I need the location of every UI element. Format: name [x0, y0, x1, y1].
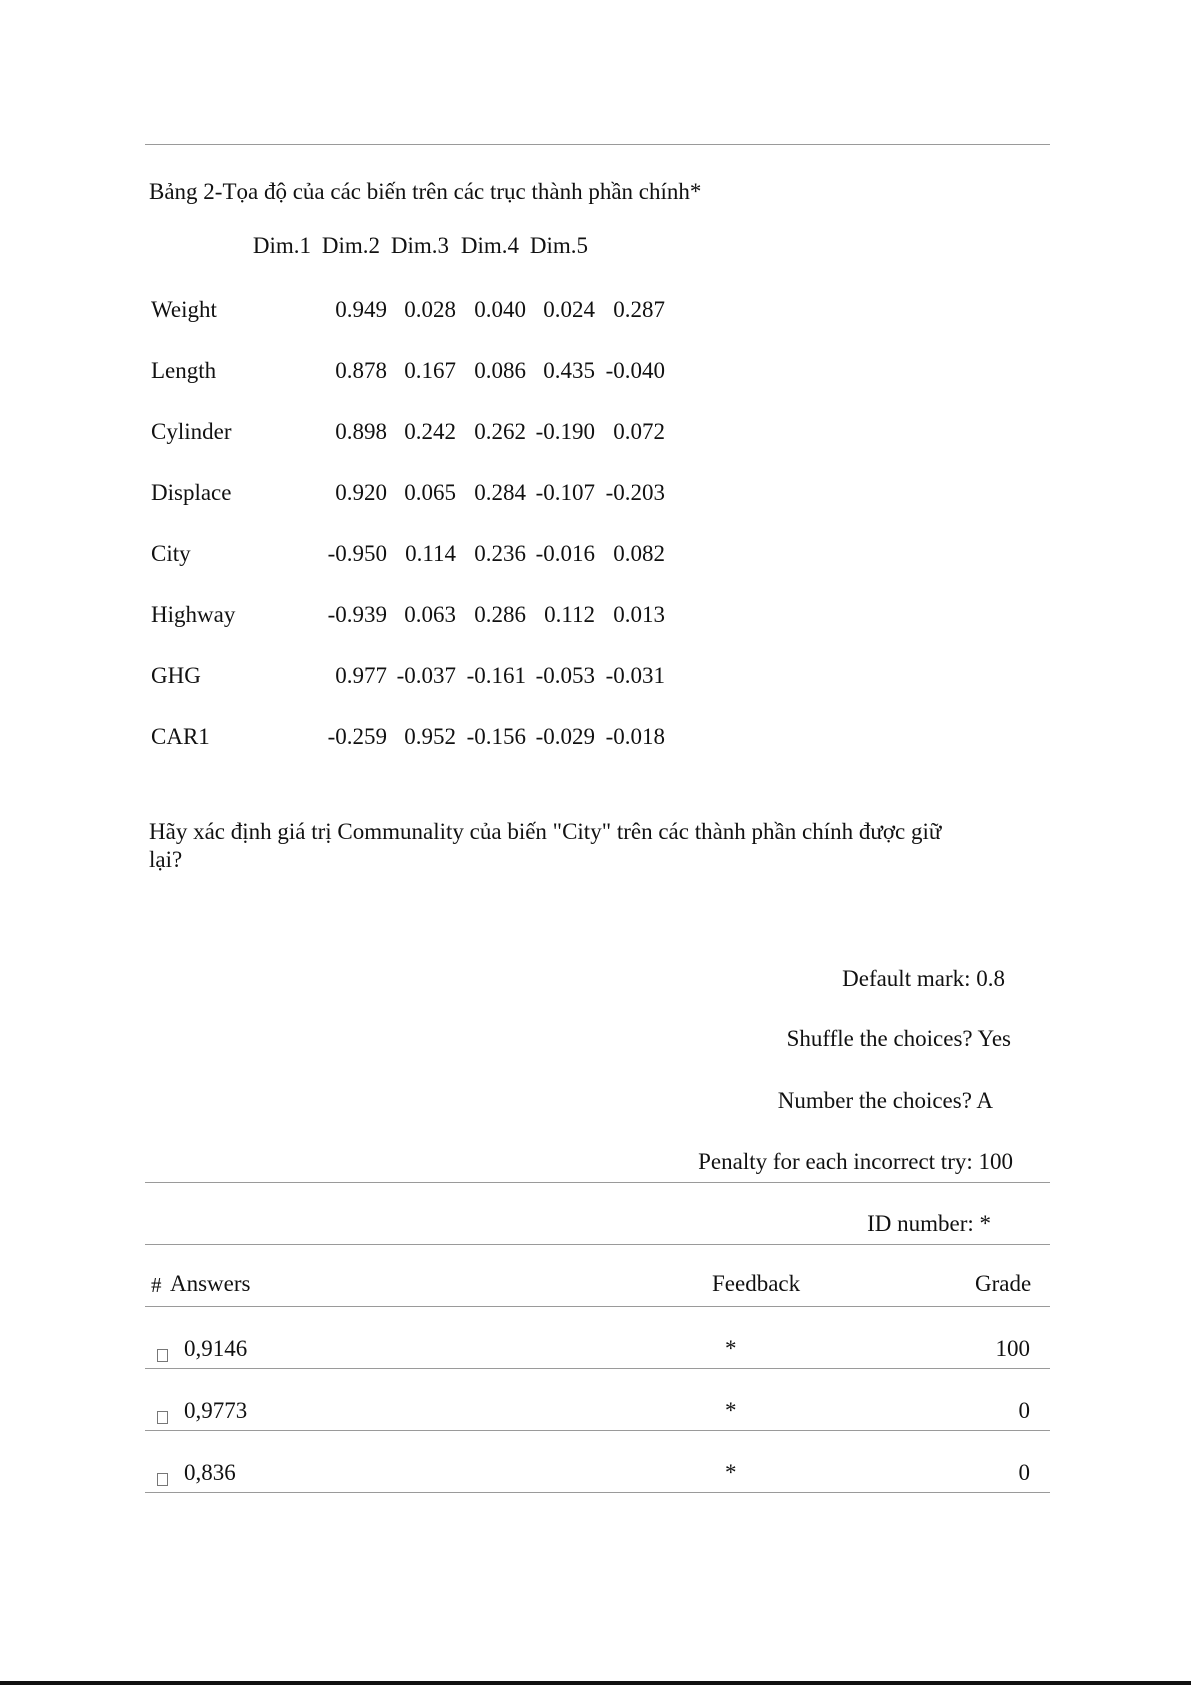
header-dim3: Dim.3 [390, 233, 450, 258]
answer-grade: 0 [1018, 1398, 1030, 1423]
table-cell: 0.286 [474, 602, 526, 627]
table-cell: -0.939 [327, 602, 387, 627]
table-cell: -0.037 [396, 663, 456, 688]
row-label: Cylinder [151, 419, 232, 444]
meta-divider [145, 1182, 1050, 1183]
grade-header: Grade [975, 1271, 1032, 1296]
table-cell: -0.203 [605, 480, 665, 505]
table-cell: -0.031 [605, 663, 665, 688]
table-cell: 0.024 [543, 297, 595, 322]
answers-header: Answers [170, 1271, 251, 1296]
table-cell: 0.435 [543, 358, 595, 383]
table-cell: 0.028 [404, 297, 456, 322]
table-cell: -0.107 [535, 480, 595, 505]
table-cell: -0.016 [535, 541, 595, 566]
answer-text: 0,9146 [184, 1336, 248, 1361]
table-cell: 0.072 [613, 419, 665, 444]
table-cell: -0.018 [605, 724, 665, 749]
answer-checkbox[interactable] [157, 1411, 168, 1424]
table-title: Bảng 2-Tọa độ của các biến trên các trục thành phần chính* [149, 179, 702, 204]
default-mark: Default mark: 0.8 [842, 966, 1005, 991]
row-label: Highway [151, 602, 236, 627]
header-dim5: Dim.5 [529, 233, 589, 258]
answers-hash-header: # [151, 1273, 162, 1297]
answer-text: 0,836 [184, 1460, 236, 1485]
answer-checkbox[interactable] [157, 1349, 168, 1362]
row-label: GHG [151, 663, 201, 688]
shuffle-choices: Shuffle the choices? Yes [786, 1026, 1011, 1051]
answer-divider [145, 1492, 1050, 1493]
table-cell: -0.156 [466, 724, 526, 749]
table-cell: 0.284 [474, 480, 526, 505]
answer-text: 0,9773 [184, 1398, 248, 1423]
header-dim2: Dim.2 [321, 233, 381, 258]
answer-feedback: * [725, 1460, 737, 1485]
table-cell: 0.013 [613, 602, 665, 627]
table-cell: -0.161 [466, 663, 526, 688]
table-cell: 0.167 [404, 358, 456, 383]
table-cell: 0.082 [613, 541, 665, 566]
row-label: City [151, 541, 191, 566]
row-label: Weight [151, 297, 217, 322]
header-dim4: Dim.4 [460, 233, 520, 258]
question-text: Hãy xác định giá trị Communality của biến "City" trên các thành phần chính được giữ lại? [149, 819, 942, 872]
page-bottom-edge [0, 1681, 1191, 1685]
answer-divider [145, 1430, 1050, 1431]
table-cell: 0.065 [404, 480, 456, 505]
table-cell: 0.898 [335, 419, 387, 444]
feedback-header: Feedback [712, 1271, 801, 1296]
table-cell: 0.287 [613, 297, 665, 322]
answers-header-bottom-divider [145, 1306, 1050, 1307]
table-cell: 0.040 [474, 297, 526, 322]
table-cell: -0.259 [327, 724, 387, 749]
row-label: Displace [151, 480, 232, 505]
table-cell: -0.190 [535, 419, 595, 444]
table-cell: 0.920 [335, 480, 387, 505]
table-cell: 0.086 [474, 358, 526, 383]
table-cell: 0.949 [335, 297, 387, 322]
table-cell: 0.114 [405, 541, 456, 566]
row-label: Length [151, 358, 217, 383]
top-divider [145, 144, 1050, 145]
table-cell: -0.950 [327, 541, 387, 566]
table-cell: -0.053 [535, 663, 595, 688]
number-choices: Number the choices? A [777, 1088, 993, 1113]
answer-checkbox[interactable] [157, 1473, 168, 1486]
answer-grade: 100 [995, 1336, 1030, 1361]
table-cell: 0.952 [404, 724, 456, 749]
row-label: CAR1 [151, 724, 210, 749]
table-cell: 0.262 [474, 419, 526, 444]
id-number: ID number: * [867, 1211, 991, 1236]
answer-divider [145, 1368, 1050, 1369]
table-cell: -0.040 [605, 358, 665, 383]
answer-feedback: * [725, 1336, 737, 1361]
answer-grade: 0 [1018, 1460, 1030, 1485]
table-cell: 0.063 [404, 602, 456, 627]
header-dim1: Dim.1 [252, 233, 312, 258]
table-cell: 0.236 [474, 541, 526, 566]
table-cell: -0.029 [535, 724, 595, 749]
penalty: Penalty for each incorrect try: 100 [698, 1149, 1013, 1174]
answer-feedback: * [725, 1398, 737, 1423]
table-cell: 0.242 [404, 419, 456, 444]
table-cell: 0.878 [335, 358, 387, 383]
answers-header-top-divider [145, 1244, 1050, 1245]
table-cell: 0.112 [544, 602, 595, 627]
table-cell: 0.977 [335, 663, 387, 688]
